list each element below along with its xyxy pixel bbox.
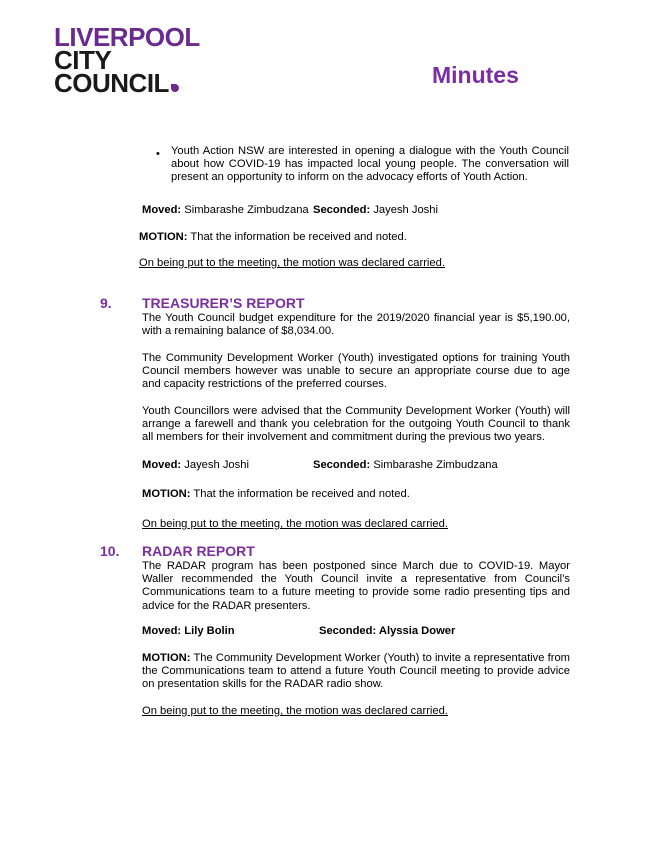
s9-seconded-row [313, 459, 498, 472]
document-title: Minutes [432, 62, 519, 88]
s10-motion-text: The Community Development Worker (Youth) to invite a representative from the Communications team to attend a future Youth Council meeting to provide advice on presentation skills for the RADAR radio show. [142, 652, 571, 691]
prev-moved-value: Simbarashe Zimbudzana [184, 204, 309, 216]
s10-moved: Moved: Lily Bolin [142, 625, 235, 637]
s9-seconded-value: Simbarashe Zimbudzana [373, 459, 498, 471]
s9-motion-text: That the information be received and noted. [193, 488, 410, 500]
heart-icon [171, 84, 179, 92]
section-10-number: 10. [100, 543, 120, 559]
prev-moved-row [142, 204, 309, 217]
prev-outcome: On being put to the meeting, the motion was declared carried. [139, 257, 445, 269]
s9-motion-row [142, 488, 410, 501]
bullet-icon: • [156, 148, 160, 160]
s10-seconded: Seconded: Alyssia Dower [319, 625, 456, 637]
logo-line-1: LIVERPOOL [54, 22, 200, 52]
prev-motion-label: MOTION: [139, 231, 188, 243]
s10-outcome: On being put to the meeting, the motion was declared carried. [142, 705, 448, 717]
prev-moved-label: Moved: [142, 204, 182, 216]
prev-seconded-value: Jayesh Joshi [373, 204, 438, 216]
section-9-para-1: The Youth Council budget expenditure for the 2019/2020 financial year is $5,190.00, with a remaining balance of $8,034.00. [142, 312, 570, 338]
logo-line-2: CITY [54, 45, 112, 75]
s9-moved-label: Moved: [142, 459, 182, 471]
council-logo [54, 22, 200, 98]
section-9-para-2: The Community Development Worker (Youth) investigated options for training Youth Council members however was unable to secure an appropriate course due to age and capacity restrictions of the preferred courses. [142, 352, 570, 391]
s9-seconded-label: Seconded: [313, 459, 371, 471]
prev-motion-text: That the information be received and noted. [190, 231, 407, 243]
logo-line-3-text: COUNCIL [54, 68, 169, 98]
s10-motion [142, 652, 570, 692]
prev-seconded-row [313, 204, 438, 217]
s9-moved-row [142, 459, 249, 472]
logo-line-3 [54, 68, 200, 98]
s9-motion-label: MOTION: [142, 488, 191, 500]
prev-bullet-text: Youth Action NSW are interested in opening a dialogue with the Youth Council about how COVID-19 has impacted local young people. The conversation will present an opportunity to inform on the advocacy efforts of Youth Action. [171, 145, 569, 184]
prev-seconded-label: Seconded: [313, 204, 371, 216]
section-10-title: RADAR REPORT [142, 543, 255, 559]
section-9-para-3: Youth Councillors were advised that the Community Development Worker (Youth) will arrange a farewell and thank you celebration for the outgoing Youth Council to thank all members for their involvement and commitment during the previous two years. [142, 405, 570, 444]
prev-motion-row [139, 231, 407, 244]
section-9-number: 9. [100, 295, 112, 311]
section-10-para-1: The RADAR program has been postponed since March due to COVID-19. Mayor Waller recommended the Youth Council invite a representative from Council’s Communications team to a future meeting to provide some radio presenting tips and advice for the RADAR presenters. [142, 560, 570, 612]
s9-outcome: On being put to the meeting, the motion was declared carried. [142, 518, 448, 530]
section-9-title: TREASURER’S REPORT [142, 295, 305, 311]
s10-motion-label: MOTION: [142, 652, 191, 664]
s9-moved-value: Jayesh Joshi [184, 459, 249, 471]
